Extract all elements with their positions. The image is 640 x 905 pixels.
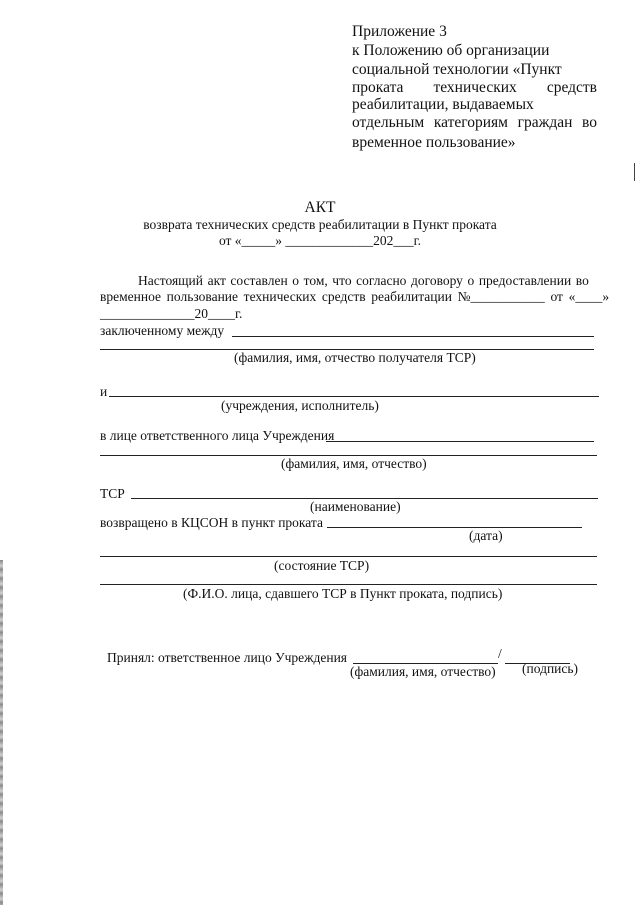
- return-date-line: [327, 527, 582, 528]
- appendix-line-2: к Положению об организации: [352, 42, 550, 59]
- appendix-word: отдельным: [352, 114, 425, 131]
- document-date-line: от «_____» _____________202___г.: [218, 233, 422, 248]
- recipient-caption: (фамилия, имя, отчество получателя ТСР): [234, 350, 476, 365]
- concluded-between-label: заключенному между: [100, 323, 225, 338]
- paragraph-line-2: временное пользование технических средств реабилитации №___________ от «____»: [100, 289, 610, 304]
- returned-label: возвращено в КЦСОН в пункт проката: [100, 515, 323, 530]
- responsible-fio-caption: (фамилия, имя, отчество): [281, 456, 427, 471]
- appendix-word: во: [582, 114, 597, 131]
- appendix-line-5: реабилитации, выдаваемых: [352, 96, 534, 113]
- appendix-line-3: социальной технологии «Пункт: [352, 61, 562, 78]
- appendix-word: категориям: [433, 114, 508, 131]
- signature-slash: /: [498, 646, 502, 661]
- document-title: АКТ: [304, 199, 336, 216]
- institution-line: [109, 396, 599, 397]
- tsr-name-caption: (наименование): [310, 499, 401, 514]
- tsr-state-caption: (состояние ТСР): [274, 558, 370, 573]
- scan-edge-artifact: [0, 560, 3, 905]
- responsible-person-label: в лице ответственного лица Учреждения: [100, 428, 335, 443]
- institution-caption: (учреждения, исполнитель): [221, 398, 379, 413]
- responsible-person-line: [326, 441, 594, 442]
- paragraph-line-1: Настоящий акт составлен о том, что согласно договору о предоставлении во: [138, 273, 589, 288]
- appendix-word: граждан: [517, 114, 573, 131]
- paragraph-line-3: ______________20____г.: [100, 306, 243, 321]
- submitter-caption: (Ф.И.О. лица, сдавшего ТСР в Пункт проката, подпись): [183, 586, 503, 601]
- accepted-fio-caption: (фамилия, имя, отчество): [350, 664, 496, 679]
- appendix-word: проката: [352, 79, 404, 96]
- appendix-number: Приложение 3: [352, 23, 447, 40]
- and-label: и: [100, 384, 108, 399]
- accepted-by-label: Принял: ответственное лицо Учреждения: [107, 650, 348, 665]
- tsr-label: ТСР: [100, 486, 125, 501]
- appendix-word: технических: [433, 79, 517, 96]
- document-subtitle: возврата технических средств реабилитации в Пункт проката: [143, 217, 497, 232]
- accepted-signature-caption: (подпись): [522, 661, 579, 676]
- scan-mark: [634, 163, 635, 181]
- party-one-line: [232, 336, 594, 337]
- tsr-state-line: [100, 556, 597, 557]
- submitter-line: [100, 584, 597, 585]
- appendix-line-6: [352, 114, 597, 132]
- appendix-line-7: временное пользование»: [352, 134, 516, 151]
- return-date-caption: (дата): [469, 528, 503, 543]
- appendix-word: средств: [546, 79, 597, 96]
